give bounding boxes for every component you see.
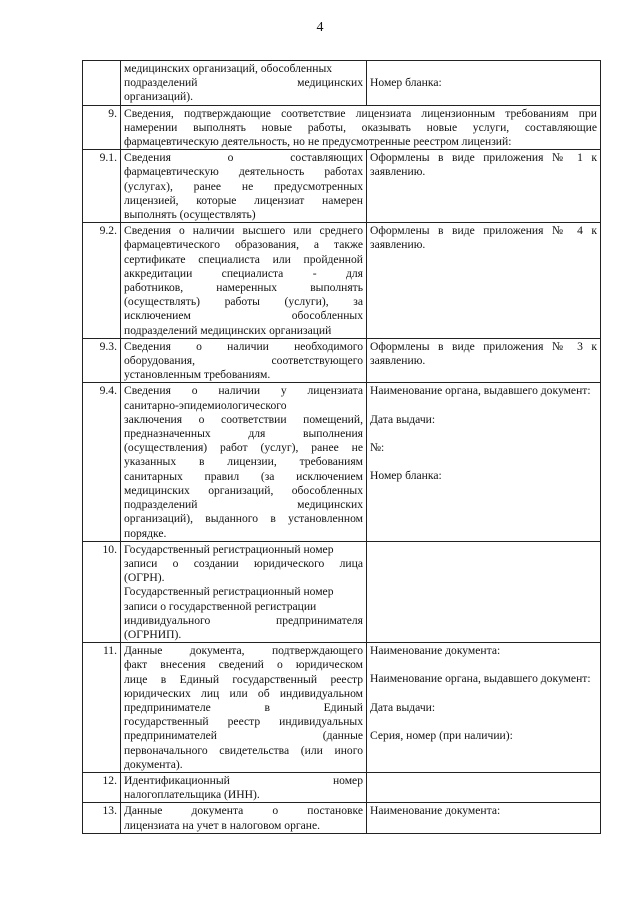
row-number: 11. [83,643,121,773]
desc-line: первоначального свидетельства (или иного [124,743,363,757]
desc-line: юридических лиц или об индивидуальном [124,686,363,700]
row-answer [367,803,601,833]
issuer-field[interactable]: Наименование органа, выдавшего документ: [370,672,591,686]
desc-line: (ОГРН). [124,571,165,585]
row-number: 9.4. [83,383,121,541]
series-number-field[interactable]: Серия, номер (при наличии): [370,728,513,742]
desc-line: государственный реестр индивидуальных [124,715,363,729]
row-answer [367,383,601,541]
desc-line: фармацевтического образования, а также [124,238,363,252]
desc-line: заключения о соответствии помещений, [124,412,363,426]
row-number: 9.1. [83,150,121,223]
row-number: 9. [83,105,121,150]
desc-line: фармацевтическую деятельность работах [124,165,363,179]
desc-line: предпринимателе в Единый [124,700,363,714]
desc-line: исключением обособленных [124,309,363,323]
desc-line: налогоплательщика (ИНН). [124,788,260,802]
table-row [83,223,601,339]
desc-line: медицинских организаций, обособленных [124,62,333,75]
desc-line: индивидуального предпринимателя [124,613,363,627]
desc-line: (осуществлять) работы (услуги), за [124,295,363,309]
desc-line: организаций), выданного в установленном [124,512,363,526]
row-description [121,803,367,833]
desc-line: организаций). [124,90,194,104]
desc-line: Данные документа, подтверждающего [124,644,363,658]
row-description [121,338,367,383]
row-answer [367,643,601,773]
row-description [121,150,367,223]
table-row [83,383,601,541]
desc-line: Государственный регистрационный номер [124,542,334,556]
desc-line: записи о создании юридического лица [124,556,363,570]
row-answer: Оформлены в виде приложения № 3 к заявлению. [367,338,601,383]
desc-line: подразделений медицинских [124,498,363,512]
row-description [121,383,367,541]
table-row [83,803,601,833]
issue-date-field[interactable]: Дата выдачи: [370,412,436,426]
table-row [83,541,601,642]
ogrn-answer-field[interactable] [367,541,601,642]
desc-line: факт внесения сведений о юридическом [124,658,363,672]
table-row [83,61,601,106]
desc-line: Идентификационный номер [124,773,363,787]
table-row [83,772,601,802]
desc-line: Сведения о наличии высшего или среднего [124,224,363,238]
desc-line: сертификате специалиста или пройденной [124,252,363,266]
table-row [83,150,601,223]
row-description [121,643,367,773]
desc-line: подразделений медицинских организаций [124,323,332,337]
license-form-table [82,60,601,834]
inn-answer-field[interactable] [367,772,601,802]
desc-line: лицензиата на учет в налоговом органе. [124,818,321,832]
desc-line: записи о государственной регистрации [124,599,317,613]
document-number-field[interactable]: №: [370,440,385,454]
row-answer: Оформлены в виде приложения № 4 к заявлению. [367,223,601,339]
row-description [121,61,367,106]
desc-line: предпринимателей (данные [124,729,363,743]
desc-line: документа). [124,757,183,771]
desc-line: Сведения о наличии у лицензиата [124,384,363,398]
desc-line: предназначенных для выполнения [124,427,363,441]
desc-line: Данные документа о постановке [124,804,363,818]
desc-line: (услугах), ранее не предусмотренных [124,179,363,193]
row-answer: Оформлены в виде приложения № 1 к заявлению. [367,150,601,223]
table-row [83,643,601,773]
document-name-field[interactable]: Наименование документа: [370,644,501,658]
blank-number-field[interactable]: Номер бланка: [370,76,442,89]
desc-line: установленным требованиям. [124,368,271,382]
desc-line: подразделений медицинских [124,76,363,90]
row-answer [367,61,601,106]
table-row [83,105,601,150]
row-description [121,223,367,339]
desc-line: выполнять (осуществлять) [124,208,256,222]
desc-line: Сведения о составляющих [124,151,363,165]
desc-line: (ОГРНИП). [124,627,182,641]
row-number-cell [83,61,121,106]
desc-line: Сведения о наличии необходимого [124,339,363,353]
desc-line: санитарных правил (за исключением [124,469,363,483]
page-number: 4 [316,20,324,35]
desc-line: порядке. [124,526,167,540]
row-number: 13. [83,803,121,833]
document-name-field[interactable]: Наименование документа: [370,804,501,818]
row-number: 9.3. [83,338,121,383]
table-row [83,338,601,383]
row-description [121,772,367,802]
desc-line: лицензией, которые лицензиат намерен [124,193,363,207]
desc-line: аккредитации специалиста - для [124,266,363,280]
desc-line: указанных в лицензии, требованиям [124,455,363,469]
row-number: 9.2. [83,223,121,339]
row-number: 12. [83,772,121,802]
desc-line: санитарно-эпидемиологического [124,398,287,412]
desc-line: медицинских организаций, обособленных [124,483,363,497]
row-number: 10. [83,541,121,642]
desc-line: Государственный регистрационный номер [124,585,334,599]
desc-line: (осуществления) работ (услуг), ранее не [124,441,363,455]
desc-line: лице в Единый государственный реестр [124,672,363,686]
blank-number-field[interactable]: Номер бланка: [370,469,442,483]
issue-date-field[interactable]: Дата выдачи: [370,700,436,714]
desc-line: оборудования, соответствующего [124,354,363,368]
issuer-field[interactable]: Наименование органа, выдавшего документ: [370,384,591,398]
section-9-text: Сведения, подтверждающие соответствие лицензиата лицензионным требованиям при намерении выполнять новые работы, оказывать новые услуги, составляющие фармацевтическую деятельность, но не предусмотренные реестром лицензий: [121,105,601,150]
row-description [121,541,367,642]
desc-line: работников, намеренных выполнять [124,281,363,295]
